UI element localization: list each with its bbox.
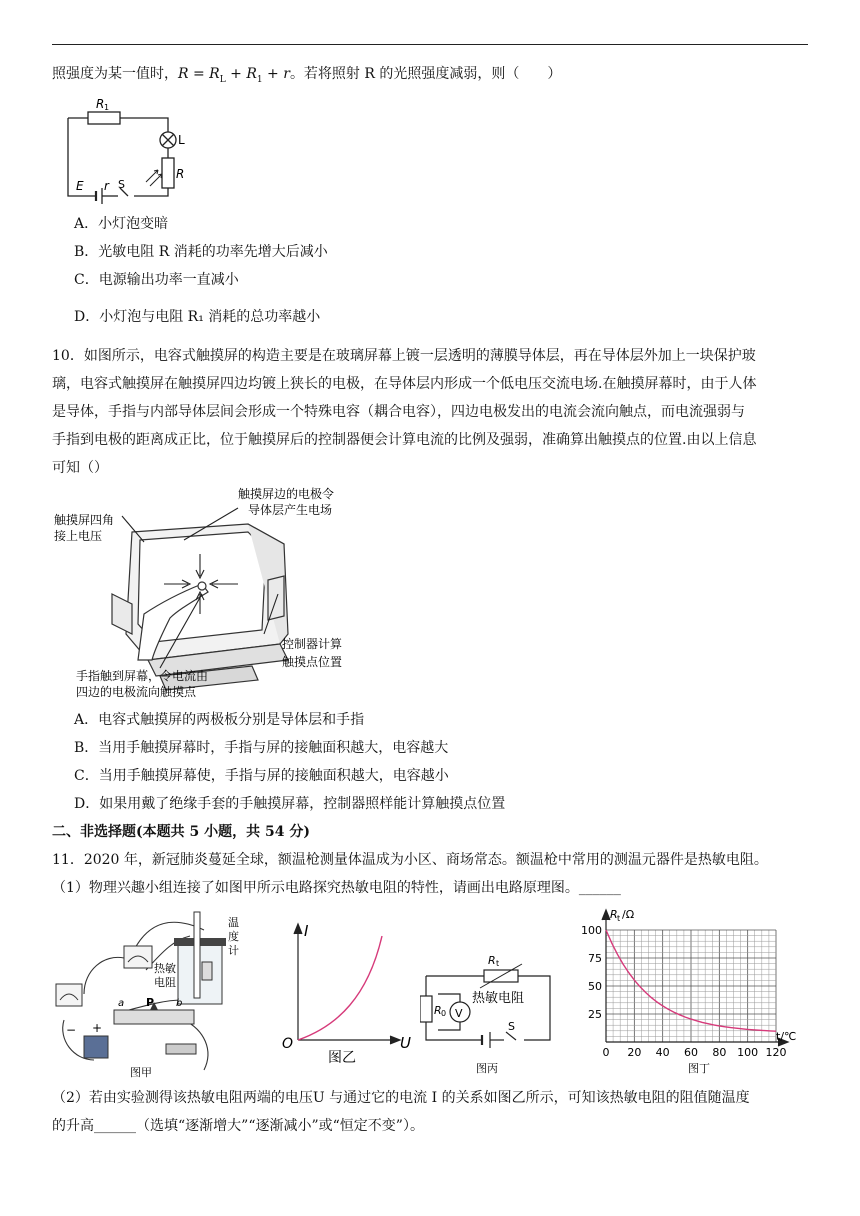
q9-option-b: B．光敏电阻 R 消耗的功率先增大后减小 [74, 244, 328, 260]
q10-option-d: D．如果用戴了绝缘手套的手触摸屏幕，控制器照样能计算触摸点位置 [74, 796, 506, 812]
svg-text:t: t [617, 914, 621, 923]
svg-text:手指触到屏幕，令电流由: 手指触到屏幕，令电流由 [76, 669, 209, 683]
svg-text:S: S [118, 178, 125, 191]
svg-text:度: 度 [228, 930, 239, 943]
x-tick-label: 0 [602, 1046, 610, 1059]
svg-text:S: S [508, 1020, 515, 1033]
r0-resistor [420, 996, 432, 1022]
svg-text:O: O [282, 1036, 294, 1052]
svg-text:E: E [76, 179, 84, 193]
svg-text:控制器计算: 控制器计算 [282, 637, 343, 651]
svg-text:图丁: 图丁 [688, 1062, 710, 1075]
photoresistor [162, 158, 174, 188]
rheostat-icon [114, 1010, 194, 1024]
svg-text:R: R [176, 167, 185, 181]
y-tick-label: 100 [581, 924, 602, 937]
x-tick-label: 20 [627, 1046, 642, 1059]
svg-text:−: − [66, 1023, 77, 1037]
svg-text:温: 温 [228, 916, 239, 929]
section-2-title: 二、非选择题(本题共 5 小题，共 54 分) [52, 824, 310, 840]
svg-text:图甲: 图甲 [130, 1066, 152, 1079]
q9-circuit-diagram [62, 92, 192, 204]
x-tick-label: 60 [684, 1046, 698, 1059]
q9-intro: 照强度为某一值时，$R = R_L + R_1 + r$。若将照射 R 的光照强度减弱，则（ ） [52, 66, 562, 85]
x-tick-label: 100 [737, 1046, 759, 1059]
svg-text:图乙: 图乙 [328, 1050, 356, 1066]
q11-line-1: 11．2020 年，新冠肺炎蔓延全球，额温枪测量体温成为小区、商场常态。额温枪中常用的测温元器件是热敏电阻。 [52, 852, 768, 868]
figure-jia [54, 910, 268, 1080]
thermometer-icon [194, 912, 200, 998]
svg-text:计: 计 [228, 944, 239, 957]
q10-line-2: 璃，电容式触摸屏在触摸屏四边均镀上狭长的电极，在导体层内形成一个低电压交流电场.在触摸屏幕时，由于人体 [52, 376, 757, 392]
q10-option-c: C．当用手触摸屏幕使，手指与屏的接触面积越大，电容越小 [74, 768, 449, 784]
switch-icon [166, 1044, 196, 1054]
svg-text:接上电压: 接上电压 [54, 529, 103, 543]
q10-option-b: B．当用手触摸屏幕时，手指与屏的接触面积越大，电容越大 [74, 740, 449, 756]
svg-text:P: P [146, 996, 155, 1009]
battery-icon [84, 1036, 108, 1058]
q11-line-4: 的升高______（选填“逐渐增大”“逐渐减小”或“恒定不变”）。 [52, 1118, 424, 1134]
header-rule [52, 44, 808, 45]
svg-text:b: b [176, 998, 183, 1009]
svg-text:触摸屏四角: 触摸屏四角 [54, 513, 115, 527]
svg-text:R: R [488, 954, 496, 967]
x-tick-label: 80 [712, 1046, 727, 1059]
y-tick-label: 25 [588, 1008, 602, 1021]
svg-text:/Ω: /Ω [622, 908, 635, 921]
q9-option-a: A．小灯泡变暗 [74, 216, 169, 232]
svg-text:t: t [496, 959, 500, 968]
switch-icon [506, 1032, 516, 1040]
q10-line-3: 是导体，手指与内部导体层间会形成一个特殊电容（耦合电容），四边电极发出的电流会流向触点，而电流强弱与 [52, 404, 745, 420]
figure-yi [278, 916, 418, 1066]
iv-curve [298, 936, 382, 1040]
svg-text:四边的电极流向触摸点: 四边的电极流向触摸点 [76, 685, 197, 699]
svg-text:触摸屏边的电极令: 触摸屏边的电极令 [238, 487, 335, 501]
svg-text:R: R [96, 97, 105, 111]
svg-text:V: V [455, 1007, 463, 1020]
svg-text:导体层产生电场: 导体层产生电场 [248, 503, 333, 517]
x-tick-label: 40 [655, 1046, 670, 1059]
svg-text:电阻: 电阻 [154, 976, 176, 989]
q9-formula: R = R [178, 66, 220, 82]
svg-text:R: R [610, 908, 618, 921]
q10-line-1: 10．如图所示，电容式触摸屏的构造主要是在玻璃屏幕上镀一层透明的薄膜导体层，再在导体层外加上一块保护玻 [52, 348, 756, 364]
svg-text:R: R [434, 1004, 442, 1017]
svg-text:热敏电阻: 热敏电阻 [472, 991, 525, 1006]
r1-resistor [88, 112, 120, 124]
figure-bing [420, 950, 560, 1074]
svg-text:a: a [118, 998, 125, 1009]
x-tick-label: 120 [765, 1046, 787, 1059]
svg-text:I: I [304, 922, 309, 940]
svg-text:热敏: 热敏 [154, 962, 176, 975]
ammeter-icon [56, 984, 82, 1006]
svg-text:1: 1 [104, 103, 110, 112]
svg-text:r: r [104, 179, 109, 193]
q10-line-4: 手指到电极的距离成正比，位于触摸屏后的控制器便会计算电流的比例及强弱，准确算出触摸点的位置.由以上信息 [52, 432, 757, 448]
svg-text:L: L [178, 133, 185, 147]
y-tick-label: 75 [588, 952, 602, 965]
svg-text:图丙: 图丙 [476, 1062, 498, 1074]
q9-option-d: D．小灯泡与电阻 R₁ 消耗的总功率越小 [74, 309, 321, 325]
q11-line-2: （1）物理兴趣小组连接了如图甲所示电路探究热敏电阻的特性，请画出电路原理图。______ [52, 880, 621, 896]
y-tick-label: 50 [588, 980, 602, 993]
q10-line-5: 可知（） [52, 460, 108, 476]
svg-text:t/℃: t/℃ [776, 1030, 797, 1043]
figure-ding-chart [572, 902, 806, 1080]
q9-option-c: C．电源输出功率一直减小 [74, 272, 239, 288]
touchscreen-figure [52, 484, 362, 700]
svg-text:+: + [92, 1021, 103, 1035]
svg-text:0: 0 [441, 1009, 447, 1018]
svg-text:U: U [400, 1034, 411, 1052]
q10-option-a: A．电容式触摸屏的两极板分别是导体层和手指 [74, 712, 365, 728]
svg-text:触摸点位置: 触摸点位置 [282, 655, 343, 669]
q11-line-3: （2）若由实验测得该热敏电阻两端的电压U 与通过它的电流 I 的关系如图乙所示，可知该热敏电阻的阻值随温度 [52, 1090, 750, 1106]
voltmeter-icon [124, 946, 152, 968]
